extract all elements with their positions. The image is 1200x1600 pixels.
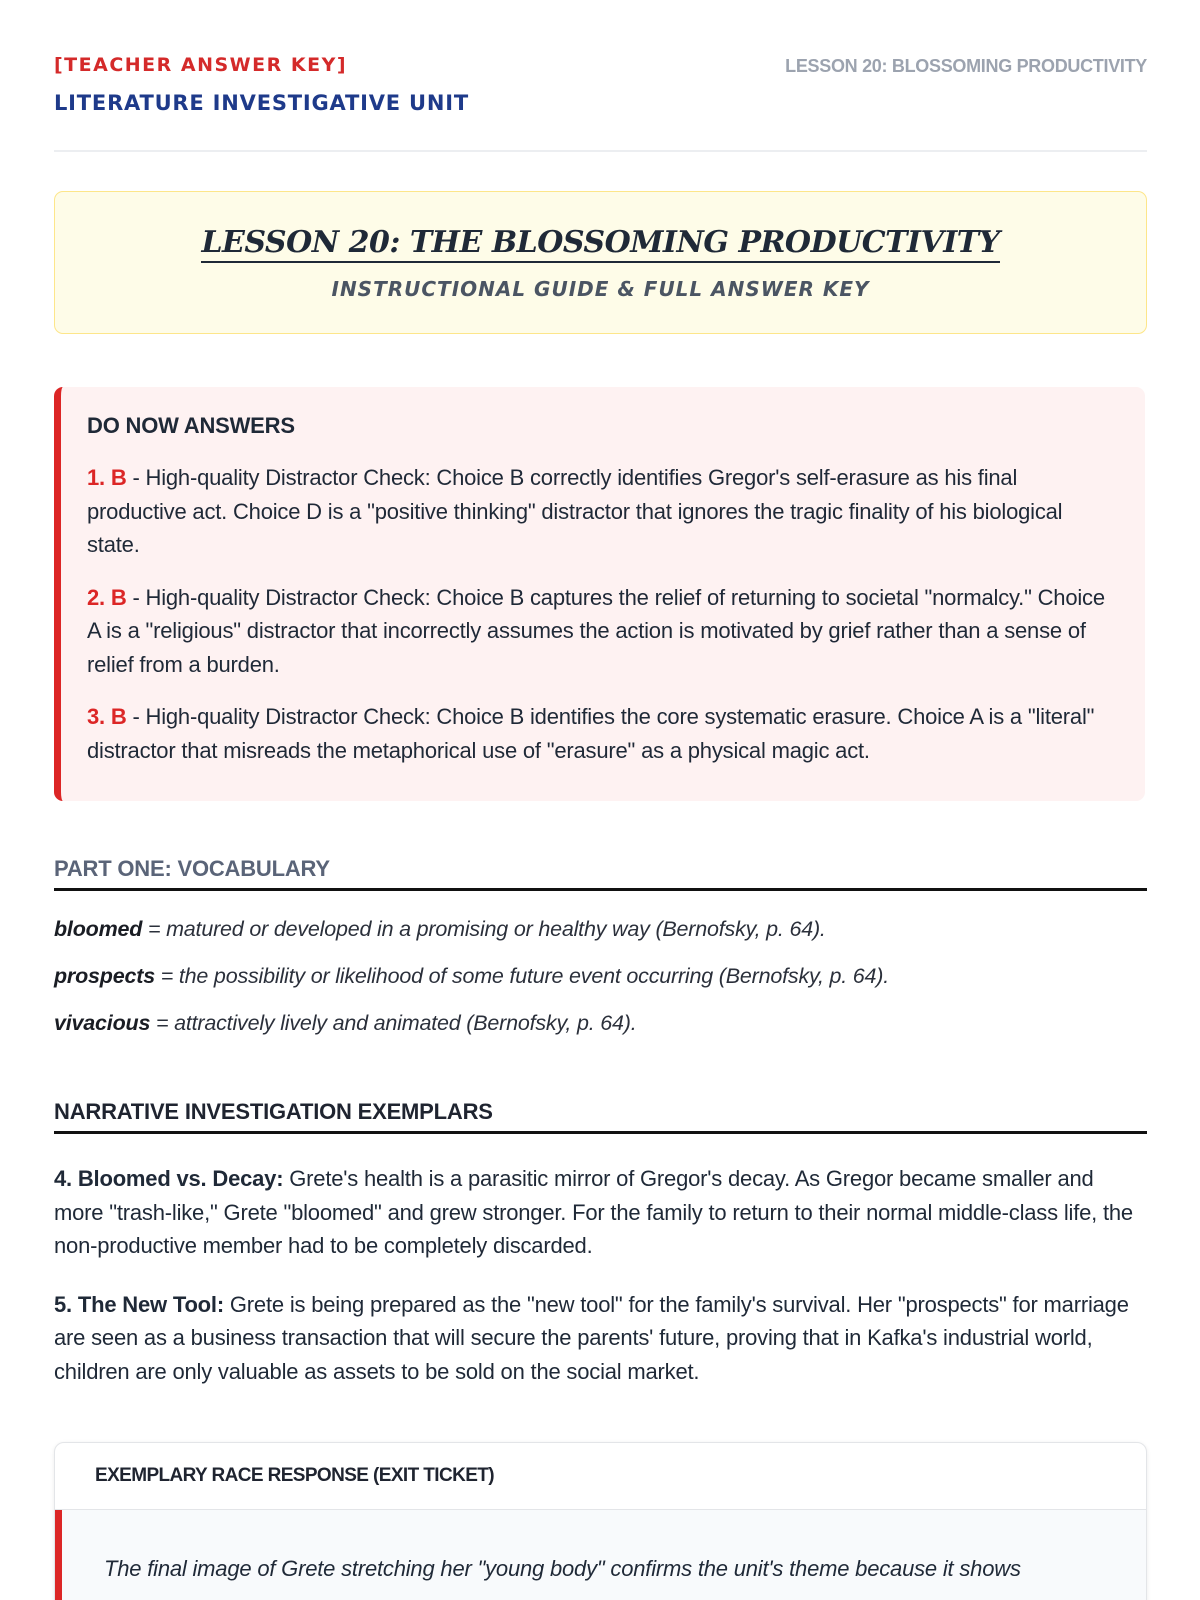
vocab-definition: = attractively lively and animated (Bernofsky, p. 64). xyxy=(150,1011,637,1035)
vocab-item xyxy=(54,964,1147,1011)
vocab-definition: = matured or developed in a promising or healthy way (Bernofsky, p. 64). xyxy=(142,917,826,941)
answer-key-page xyxy=(54,0,1147,1581)
do-now-answer xyxy=(87,461,1111,562)
teacher-key-label: [TEACHER ANSWER KEY] xyxy=(54,54,348,76)
exemplar-text: Grete is being prepared as the "new tool" for the family's survival. Her "prospects" for marriage are seen as a business transaction that will secure the parents' future, proving that in Kafka's industrial world, children are only valuable as assets to be sold on the social market. xyxy=(54,1291,1129,1384)
page-title: LESSON 20: THE BLOSSOMING PRODUCTIVITY xyxy=(201,225,999,263)
exemplar-label: 4. Bloomed vs. Decay: xyxy=(54,1166,284,1191)
vocab-term: vivacious xyxy=(54,1011,151,1035)
exemplar-text: Grete's health is a parasitic mirror of Gregor's decay. As Gregor became smaller and more "trash-like," Grete "bloomed" and grew stronger. For the family to return to their normal middle-class life, the non-productive member had to be completely discarded. xyxy=(54,1166,1133,1258)
page-subtitle: INSTRUCTIONAL GUIDE & FULL ANSWER KEY xyxy=(331,277,870,301)
answer-number: 2. B xyxy=(87,584,127,610)
narrative-exemplars xyxy=(54,1162,1147,1413)
title-box xyxy=(54,191,1147,334)
answer-number: 1. B xyxy=(87,465,127,490)
do-now-answers-box xyxy=(54,387,1145,801)
exemplar-item xyxy=(54,1162,1147,1263)
exemplar-label: 5. The New Tool: xyxy=(54,1291,224,1317)
narrative-heading: NARRATIVE INVESTIGATION EXEMPLARS xyxy=(54,1099,1147,1134)
vocabulary-list xyxy=(54,917,1147,1058)
vocab-term: bloomed xyxy=(54,917,143,941)
unit-label: LITERATURE INVESTIGATIVE UNIT xyxy=(54,91,469,115)
do-now-heading: DO NOW ANSWERS xyxy=(87,413,295,438)
answer-number: 3. B xyxy=(87,704,127,729)
do-now-answer xyxy=(87,581,1111,682)
vocab-item xyxy=(54,1011,1147,1058)
lesson-label: LESSON 20: BLOSSOMING PRODUCTIVITY xyxy=(785,56,1147,76)
answer-text: - High-quality Distractor Check: Choice B captures the relief of returning to societal "normalcy." Choice A is a "religious" distractor that incorrectly assumes the action is motivated by grief rather than a sense of relief from a burden. xyxy=(87,584,1105,677)
answer-text: - High-quality Distractor Check: Choice B correctly identifies Gregor's self-erasure as his final productive act. Choice D is a "positive thinking" distractor that ignores the tragic finality of his biological state. xyxy=(87,465,1063,557)
race-response-card xyxy=(54,1442,1147,1600)
vocab-definition: = the possibility or likelihood of some future event occurring (Bernofsky, p. 64). xyxy=(154,964,890,988)
vocab-item xyxy=(54,917,1147,964)
answer-text: - High-quality Distractor Check: Choice B identifies the core systematic erasure. Choice A is a "literal" distractor that misreads the metaphorical use of "erasure" as a physical magic act. xyxy=(87,704,1095,763)
page-header xyxy=(54,0,1147,152)
vocabulary-heading: PART ONE: VOCABULARY xyxy=(54,856,1147,891)
race-heading: EXEMPLARY RACE RESPONSE (EXIT TICKET) xyxy=(55,1443,1146,1510)
race-response-text: The final image of Grete stretching her "young body" confirms the unit's theme because it shows xyxy=(55,1510,1146,1600)
vocab-term: prospects xyxy=(54,964,155,988)
exemplar-item xyxy=(54,1288,1147,1389)
do-now-answer xyxy=(87,700,1111,767)
